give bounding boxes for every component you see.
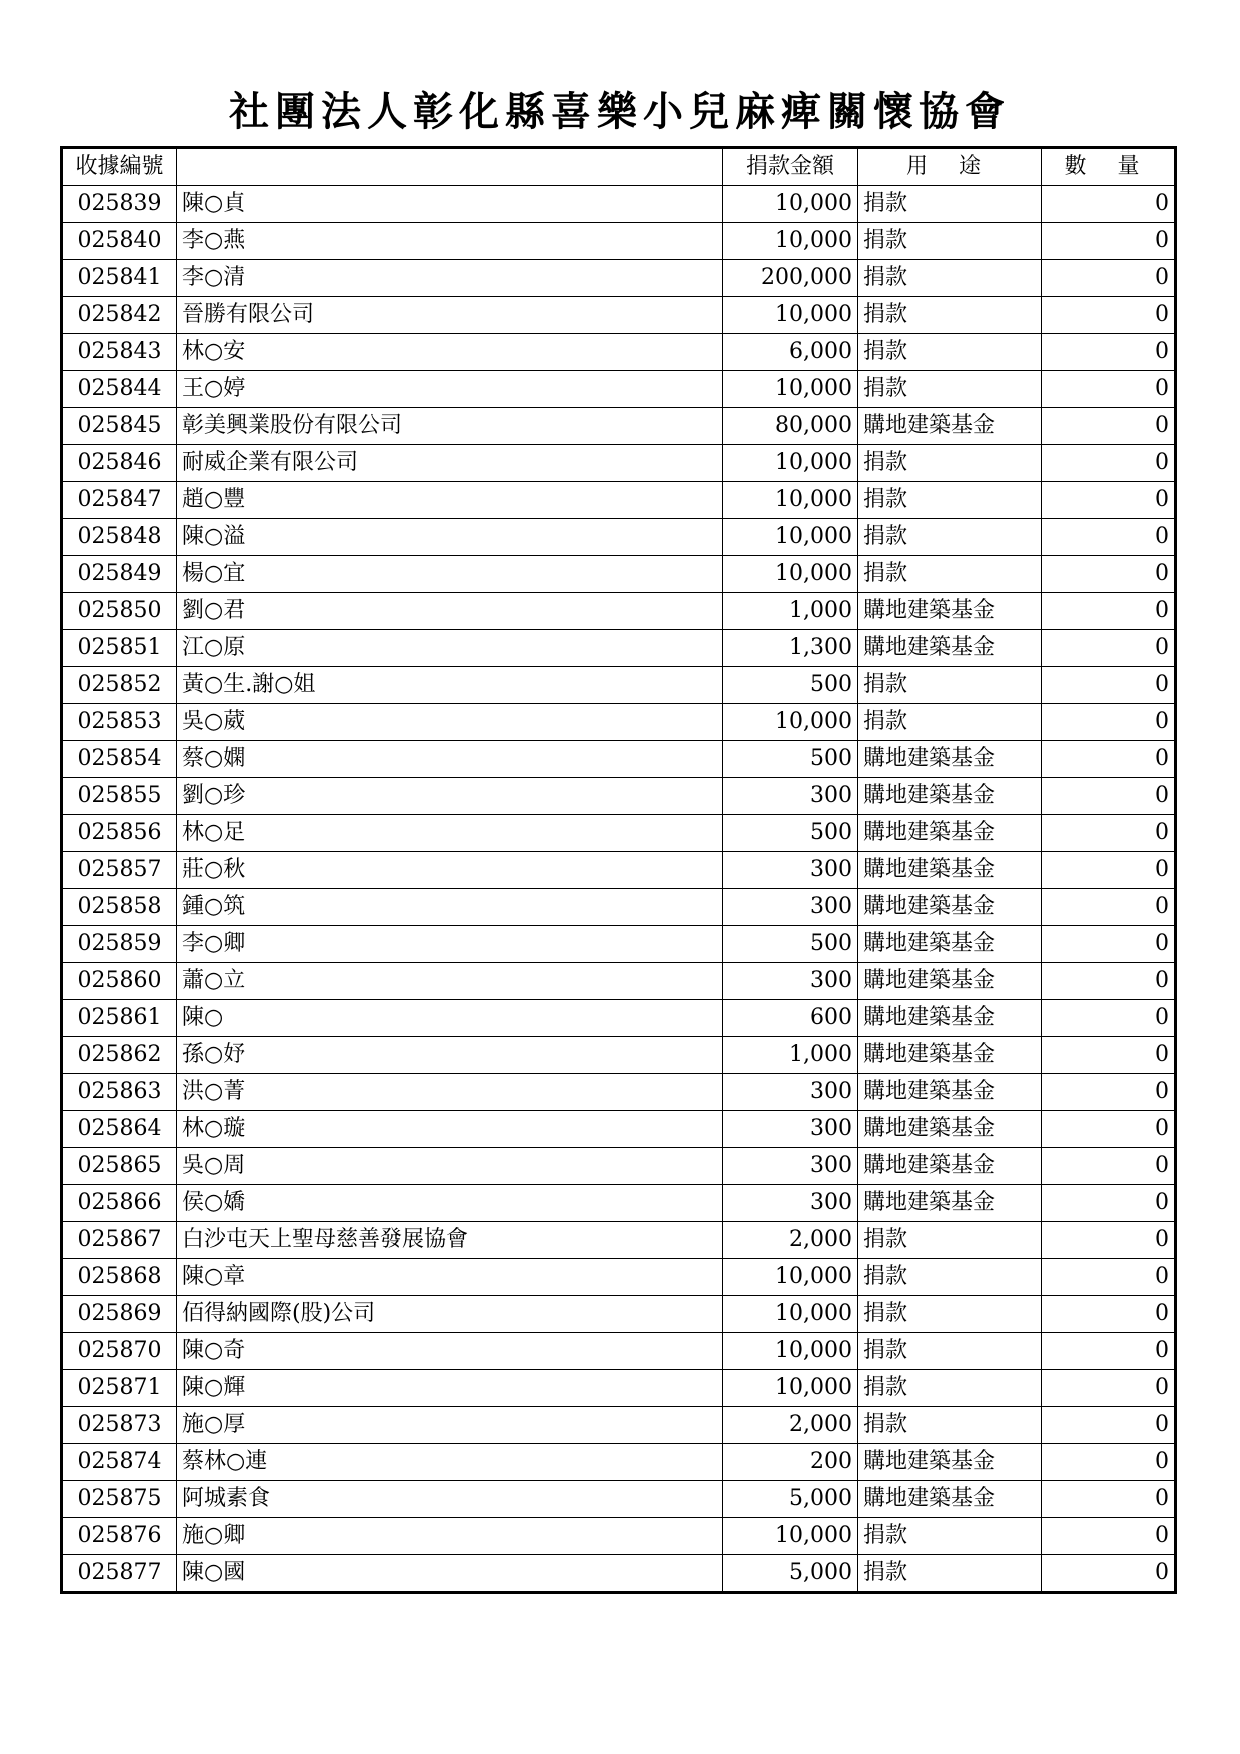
cell-amount: 1,000	[723, 593, 858, 630]
cell-donor-name: 陳○章	[177, 1259, 723, 1296]
cell-amount: 5,000	[723, 1481, 858, 1518]
cell-donor-name: 施○厚	[177, 1407, 723, 1444]
cell-purpose: 捐款	[858, 260, 1042, 297]
cell-donor-name: 楊○宜	[177, 556, 723, 593]
cell-quantity: 0	[1042, 1444, 1176, 1481]
cell-amount: 1,000	[723, 1037, 858, 1074]
table-row	[62, 408, 1176, 445]
cell-amount: 10,000	[723, 371, 858, 408]
cell-amount: 6,000	[723, 334, 858, 371]
cell-donor-name: 王○婷	[177, 371, 723, 408]
cell-purpose: 捐款	[858, 297, 1042, 334]
cell-quantity: 0	[1042, 926, 1176, 963]
cell-donor-name: 李○卿	[177, 926, 723, 963]
cell-purpose: 捐款	[858, 1407, 1042, 1444]
cell-donor-name: 劉○珍	[177, 778, 723, 815]
table-row	[62, 1518, 1176, 1555]
cell-donor-name: 林○足	[177, 815, 723, 852]
cell-receipt-no: 025840	[62, 223, 177, 260]
cell-amount: 300	[723, 1185, 858, 1222]
cell-quantity: 0	[1042, 445, 1176, 482]
cell-donor-name: 林○璇	[177, 1111, 723, 1148]
cell-quantity: 0	[1042, 297, 1176, 334]
cell-quantity: 0	[1042, 223, 1176, 260]
cell-quantity: 0	[1042, 1222, 1176, 1259]
cell-donor-name: 陳○奇	[177, 1333, 723, 1370]
cell-receipt-no: 025842	[62, 297, 177, 334]
cell-quantity: 0	[1042, 1148, 1176, 1185]
cell-amount: 10,000	[723, 445, 858, 482]
table-row	[62, 1037, 1176, 1074]
cell-quantity: 0	[1042, 1370, 1176, 1407]
cell-receipt-no: 025865	[62, 1148, 177, 1185]
cell-amount: 10,000	[723, 223, 858, 260]
header-purpose: 用 途	[858, 148, 1042, 186]
cell-purpose: 捐款	[858, 223, 1042, 260]
cell-purpose: 捐款	[858, 704, 1042, 741]
cell-quantity: 0	[1042, 852, 1176, 889]
table-row	[62, 852, 1176, 889]
cell-donor-name: 晉勝有限公司	[177, 297, 723, 334]
cell-receipt-no: 025852	[62, 667, 177, 704]
cell-receipt-no: 025866	[62, 1185, 177, 1222]
cell-purpose: 購地建築基金	[858, 1000, 1042, 1037]
cell-quantity: 0	[1042, 482, 1176, 519]
cell-receipt-no: 025850	[62, 593, 177, 630]
cell-quantity: 0	[1042, 1407, 1176, 1444]
table-row	[62, 1555, 1176, 1593]
cell-quantity: 0	[1042, 260, 1176, 297]
table-row	[62, 1148, 1176, 1185]
cell-donor-name: 劉○君	[177, 593, 723, 630]
cell-quantity: 0	[1042, 1481, 1176, 1518]
cell-amount: 10,000	[723, 556, 858, 593]
cell-quantity: 0	[1042, 593, 1176, 630]
table-row	[62, 778, 1176, 815]
table-row	[62, 926, 1176, 963]
table-row	[62, 1296, 1176, 1333]
cell-receipt-no: 025857	[62, 852, 177, 889]
cell-donor-name: 洪○菁	[177, 1074, 723, 1111]
cell-receipt-no: 025844	[62, 371, 177, 408]
table-row	[62, 519, 1176, 556]
cell-amount: 10,000	[723, 1370, 858, 1407]
header-receipt-no: 收據編號	[62, 148, 177, 186]
cell-amount: 500	[723, 926, 858, 963]
cell-amount: 5,000	[723, 1555, 858, 1593]
cell-receipt-no: 025876	[62, 1518, 177, 1555]
table-row	[62, 223, 1176, 260]
cell-receipt-no: 025870	[62, 1333, 177, 1370]
cell-purpose: 捐款	[858, 482, 1042, 519]
cell-amount: 200,000	[723, 260, 858, 297]
cell-amount: 10,000	[723, 1296, 858, 1333]
cell-amount: 300	[723, 1111, 858, 1148]
cell-quantity: 0	[1042, 1259, 1176, 1296]
cell-purpose: 購地建築基金	[858, 1185, 1042, 1222]
table-row	[62, 1333, 1176, 1370]
cell-donor-name: 陳○國	[177, 1555, 723, 1593]
cell-purpose: 捐款	[858, 371, 1042, 408]
cell-receipt-no: 025858	[62, 889, 177, 926]
cell-purpose: 捐款	[858, 1222, 1042, 1259]
cell-purpose: 購地建築基金	[858, 778, 1042, 815]
table-body	[62, 186, 1176, 1593]
cell-receipt-no: 025854	[62, 741, 177, 778]
table-row	[62, 445, 1176, 482]
cell-quantity: 0	[1042, 1296, 1176, 1333]
cell-amount: 500	[723, 741, 858, 778]
cell-amount: 300	[723, 1148, 858, 1185]
cell-purpose: 購地建築基金	[858, 1111, 1042, 1148]
cell-amount: 10,000	[723, 1518, 858, 1555]
cell-purpose: 捐款	[858, 556, 1042, 593]
cell-donor-name: 佰得納國際(股)公司	[177, 1296, 723, 1333]
cell-receipt-no: 025841	[62, 260, 177, 297]
cell-purpose: 購地建築基金	[858, 889, 1042, 926]
table-row	[62, 1407, 1176, 1444]
cell-receipt-no: 025869	[62, 1296, 177, 1333]
cell-amount: 300	[723, 852, 858, 889]
cell-donor-name: 陳○輝	[177, 1370, 723, 1407]
cell-receipt-no: 025867	[62, 1222, 177, 1259]
cell-receipt-no: 025863	[62, 1074, 177, 1111]
header-amount: 捐款金額	[723, 148, 858, 186]
cell-receipt-no: 025859	[62, 926, 177, 963]
cell-receipt-no: 025873	[62, 1407, 177, 1444]
cell-purpose: 購地建築基金	[858, 1444, 1042, 1481]
cell-purpose: 捐款	[858, 445, 1042, 482]
cell-donor-name: 陳○	[177, 1000, 723, 1037]
cell-donor-name: 鍾○筑	[177, 889, 723, 926]
cell-purpose: 捐款	[858, 667, 1042, 704]
table-row	[62, 741, 1176, 778]
cell-quantity: 0	[1042, 741, 1176, 778]
cell-purpose: 購地建築基金	[858, 1037, 1042, 1074]
cell-quantity: 0	[1042, 556, 1176, 593]
cell-donor-name: 林○安	[177, 334, 723, 371]
cell-quantity: 0	[1042, 408, 1176, 445]
cell-receipt-no: 025845	[62, 408, 177, 445]
cell-donor-name: 蕭○立	[177, 963, 723, 1000]
cell-amount: 200	[723, 1444, 858, 1481]
cell-quantity: 0	[1042, 667, 1176, 704]
cell-receipt-no: 025846	[62, 445, 177, 482]
cell-receipt-no: 025877	[62, 1555, 177, 1593]
table-row	[62, 371, 1176, 408]
cell-amount: 2,000	[723, 1407, 858, 1444]
cell-donor-name: 耐威企業有限公司	[177, 445, 723, 482]
donation-table	[60, 146, 1177, 1594]
header-name	[177, 148, 723, 186]
header-quantity: 數 量	[1042, 148, 1176, 186]
cell-receipt-no: 025860	[62, 963, 177, 1000]
cell-donor-name: 侯○嬌	[177, 1185, 723, 1222]
cell-quantity: 0	[1042, 1000, 1176, 1037]
cell-receipt-no: 025855	[62, 778, 177, 815]
table-header-row	[62, 148, 1176, 186]
cell-donor-name: 趙○豐	[177, 482, 723, 519]
cell-receipt-no: 025875	[62, 1481, 177, 1518]
cell-purpose: 購地建築基金	[858, 1148, 1042, 1185]
cell-quantity: 0	[1042, 704, 1176, 741]
table-row	[62, 186, 1176, 223]
table-row	[62, 1222, 1176, 1259]
cell-amount: 80,000	[723, 408, 858, 445]
cell-donor-name: 李○清	[177, 260, 723, 297]
cell-donor-name: 江○原	[177, 630, 723, 667]
table-row	[62, 963, 1176, 1000]
table-row	[62, 297, 1176, 334]
cell-amount: 2,000	[723, 1222, 858, 1259]
cell-amount: 10,000	[723, 186, 858, 223]
table-row	[62, 1370, 1176, 1407]
cell-amount: 10,000	[723, 1259, 858, 1296]
cell-receipt-no: 025861	[62, 1000, 177, 1037]
cell-quantity: 0	[1042, 1037, 1176, 1074]
cell-amount: 10,000	[723, 519, 858, 556]
cell-donor-name: 黃○生.謝○姐	[177, 667, 723, 704]
cell-purpose: 捐款	[858, 1370, 1042, 1407]
cell-donor-name: 莊○秋	[177, 852, 723, 889]
cell-quantity: 0	[1042, 1185, 1176, 1222]
cell-amount: 500	[723, 815, 858, 852]
table-row	[62, 889, 1176, 926]
cell-amount: 600	[723, 1000, 858, 1037]
cell-donor-name: 彰美興業股份有限公司	[177, 408, 723, 445]
cell-purpose: 購地建築基金	[858, 630, 1042, 667]
cell-quantity: 0	[1042, 963, 1176, 1000]
page-title: 社團法人彰化縣喜樂小兒麻痺關懷協會	[229, 89, 1011, 135]
cell-receipt-no: 025874	[62, 1444, 177, 1481]
cell-purpose: 購地建築基金	[858, 963, 1042, 1000]
cell-donor-name: 阿城素食	[177, 1481, 723, 1518]
cell-quantity: 0	[1042, 889, 1176, 926]
cell-amount: 10,000	[723, 482, 858, 519]
cell-purpose: 購地建築基金	[858, 408, 1042, 445]
table-row	[62, 1481, 1176, 1518]
cell-quantity: 0	[1042, 1333, 1176, 1370]
cell-donor-name: 蔡○嫻	[177, 741, 723, 778]
cell-receipt-no: 025871	[62, 1370, 177, 1407]
cell-donor-name: 陳○溢	[177, 519, 723, 556]
table-row	[62, 1444, 1176, 1481]
cell-amount: 300	[723, 778, 858, 815]
cell-receipt-no: 025848	[62, 519, 177, 556]
cell-amount: 10,000	[723, 297, 858, 334]
cell-quantity: 0	[1042, 371, 1176, 408]
cell-purpose: 購地建築基金	[858, 741, 1042, 778]
cell-receipt-no: 025843	[62, 334, 177, 371]
cell-receipt-no: 025868	[62, 1259, 177, 1296]
cell-receipt-no: 025856	[62, 815, 177, 852]
cell-donor-name: 孫○妤	[177, 1037, 723, 1074]
table-row	[62, 1000, 1176, 1037]
cell-receipt-no: 025849	[62, 556, 177, 593]
cell-donor-name: 吳○周	[177, 1148, 723, 1185]
cell-purpose: 捐款	[858, 1333, 1042, 1370]
cell-quantity: 0	[1042, 1555, 1176, 1593]
cell-receipt-no: 025864	[62, 1111, 177, 1148]
table-row	[62, 334, 1176, 371]
cell-quantity: 0	[1042, 334, 1176, 371]
table-row	[62, 667, 1176, 704]
table-row	[62, 593, 1176, 630]
table-row	[62, 630, 1176, 667]
table-row	[62, 704, 1176, 741]
cell-purpose: 購地建築基金	[858, 926, 1042, 963]
cell-purpose: 捐款	[858, 519, 1042, 556]
cell-amount: 10,000	[723, 704, 858, 741]
cell-purpose: 捐款	[858, 1259, 1042, 1296]
cell-receipt-no: 025853	[62, 704, 177, 741]
cell-amount: 300	[723, 889, 858, 926]
cell-receipt-no: 025862	[62, 1037, 177, 1074]
cell-quantity: 0	[1042, 1518, 1176, 1555]
table-row	[62, 1074, 1176, 1111]
cell-quantity: 0	[1042, 186, 1176, 223]
cell-quantity: 0	[1042, 815, 1176, 852]
table-row	[62, 260, 1176, 297]
cell-donor-name: 蔡林○連	[177, 1444, 723, 1481]
cell-quantity: 0	[1042, 1111, 1176, 1148]
cell-quantity: 0	[1042, 630, 1176, 667]
cell-donor-name: 李○燕	[177, 223, 723, 260]
cell-purpose: 購地建築基金	[858, 815, 1042, 852]
cell-purpose: 捐款	[858, 334, 1042, 371]
table-row	[62, 1185, 1176, 1222]
table-row	[62, 1111, 1176, 1148]
cell-amount: 300	[723, 963, 858, 1000]
cell-receipt-no: 025839	[62, 186, 177, 223]
cell-receipt-no: 025851	[62, 630, 177, 667]
cell-amount: 1,300	[723, 630, 858, 667]
cell-donor-name: 吳○葳	[177, 704, 723, 741]
cell-donor-name: 陳○貞	[177, 186, 723, 223]
cell-receipt-no: 025847	[62, 482, 177, 519]
cell-quantity: 0	[1042, 778, 1176, 815]
table-row	[62, 556, 1176, 593]
cell-amount: 500	[723, 667, 858, 704]
cell-amount: 300	[723, 1074, 858, 1111]
cell-purpose: 購地建築基金	[858, 593, 1042, 630]
cell-purpose: 捐款	[858, 186, 1042, 223]
cell-purpose: 捐款	[858, 1296, 1042, 1333]
cell-purpose: 捐款	[858, 1518, 1042, 1555]
cell-donor-name: 施○卿	[177, 1518, 723, 1555]
cell-purpose: 購地建築基金	[858, 1481, 1042, 1518]
cell-amount: 10,000	[723, 1333, 858, 1370]
cell-purpose: 捐款	[858, 1555, 1042, 1593]
cell-donor-name: 白沙屯天上聖母慈善發展協會	[177, 1222, 723, 1259]
table-row	[62, 815, 1176, 852]
table-row	[62, 482, 1176, 519]
cell-quantity: 0	[1042, 519, 1176, 556]
cell-purpose: 購地建築基金	[858, 1074, 1042, 1111]
table-row	[62, 1259, 1176, 1296]
cell-quantity: 0	[1042, 1074, 1176, 1111]
cell-purpose: 購地建築基金	[858, 852, 1042, 889]
